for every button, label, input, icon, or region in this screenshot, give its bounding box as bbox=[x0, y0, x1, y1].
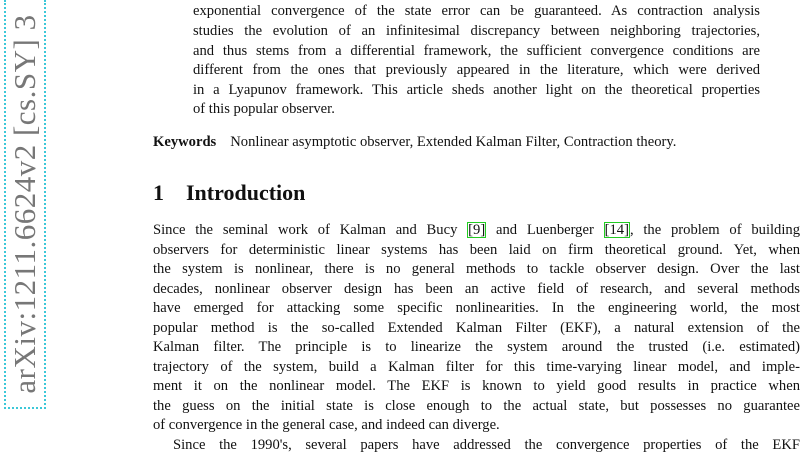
keywords-label: Keywords bbox=[153, 134, 217, 150]
citation-link[interactable]: [9] bbox=[468, 222, 486, 238]
citation-link[interactable]: [14] bbox=[604, 222, 629, 238]
intro-line: trajectory of the system, build a Kalman filter for this time-varying linear model, and imple- bbox=[153, 359, 800, 375]
intro-line: popular method is the so-called Extended Kalman Filter (EKF), a natural extension of the bbox=[153, 320, 800, 336]
section-heading bbox=[153, 180, 305, 206]
intro-line: the system is nonlinear, there is no general methods to tackle observer design. Over the last bbox=[153, 261, 800, 277]
abstract-line: studies the evolution of an infinitesimal discrepancy between neighboring trajectories, bbox=[193, 23, 760, 39]
text: , the problem of building bbox=[629, 222, 800, 238]
text: and Luenberger bbox=[486, 222, 604, 238]
abstract-line: exponential convergence of the state error can be guaranteed. As contraction analysis bbox=[193, 3, 760, 19]
section-title: Introduction bbox=[186, 180, 306, 205]
arxiv-id: arXiv:1211.6624v2 [cs.SY] 3 bbox=[7, 13, 42, 394]
arxiv-stamp bbox=[4, 0, 46, 409]
intro-line: of convergence in the general case, and indeed can diverge. bbox=[153, 417, 500, 433]
intro-line: observers for deterministic linear systems has been laid on firm theoretical ground. Yet, when bbox=[153, 242, 800, 258]
intro-line: ment it on the nonlinear model. The EKF is known to yield good results in practice when bbox=[153, 378, 800, 394]
intro-line: the guess on the initial state is close enough to the actual state, but possesses no guarantee bbox=[153, 398, 800, 414]
keywords bbox=[153, 134, 676, 151]
intro-line: have emerged for attacking some specific nonlinearities. In the engineering world, the most bbox=[153, 300, 800, 316]
intro-line: Kalman filter. The principle is to linearize the system around the trusted (i.e. estimated) bbox=[153, 339, 800, 355]
intro-line: decades, nonlinear observer design has been an active field of research, and several methods bbox=[153, 281, 800, 297]
text: Since the seminal work of Kalman and Bucy bbox=[153, 222, 468, 238]
abstract-line: in a Lyapunov framework. This article sheds another light on the theoretical properties bbox=[193, 82, 760, 98]
abstract-line: different from the ones that previously appeared in the literature, which were derived bbox=[193, 62, 760, 78]
abstract-line: and thus stems from a differential framework, the sufficient convergence conditions are bbox=[193, 43, 760, 59]
intro-line bbox=[153, 221, 800, 240]
section-number: 1 bbox=[153, 180, 164, 205]
keywords-text: Nonlinear asymptotic observer, Extended Kalman Filter, Contraction theory. bbox=[230, 134, 677, 150]
intro-line: Since the 1990's, several papers have addressed the convergence properties of the EKF bbox=[173, 437, 800, 453]
abstract-line: of this popular observer. bbox=[193, 101, 335, 117]
